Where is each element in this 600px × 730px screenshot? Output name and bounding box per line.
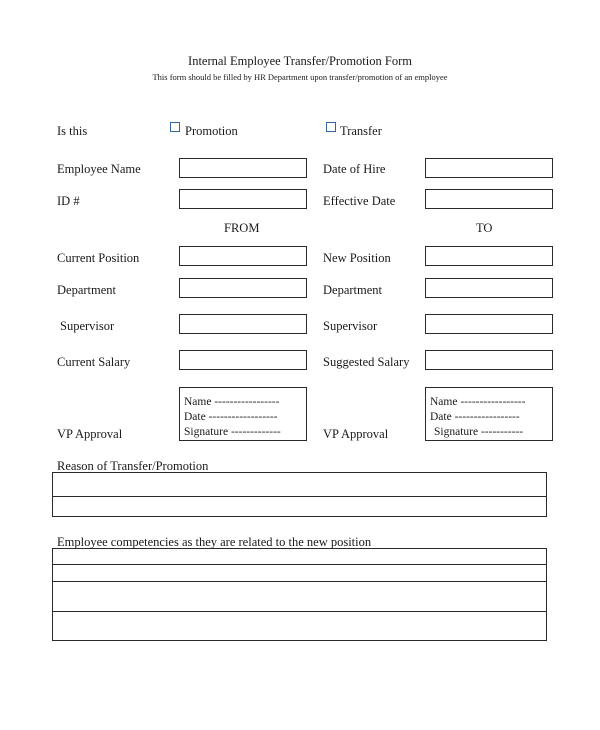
form-title: Internal Employee Transfer/Promotion Form bbox=[188, 54, 412, 68]
new-position-field[interactable] bbox=[425, 246, 553, 266]
from-header: FROM bbox=[224, 221, 260, 235]
competencies-row[interactable] bbox=[53, 565, 546, 582]
reason-row[interactable] bbox=[53, 497, 546, 516]
reason-label: Reason of Transfer/Promotion bbox=[57, 459, 209, 473]
suggested-salary-field[interactable] bbox=[425, 350, 553, 370]
effective-date-field[interactable] bbox=[425, 189, 553, 209]
id-label: ID # bbox=[57, 194, 80, 208]
approval-name-line: Name ----------------- bbox=[430, 396, 526, 408]
approval-signature-line: Signature ----------- bbox=[434, 426, 524, 438]
approval-date-line: Date ------------------ bbox=[184, 411, 278, 423]
from-department-label: Department bbox=[57, 283, 117, 297]
date-of-hire-label: Date of Hire bbox=[323, 162, 386, 176]
id-field[interactable] bbox=[179, 189, 307, 209]
promotion-checkbox[interactable] bbox=[170, 122, 180, 132]
competencies-row[interactable] bbox=[53, 582, 546, 612]
from-vp-approval-box[interactable] bbox=[179, 387, 307, 441]
from-department-field[interactable] bbox=[179, 278, 307, 298]
effective-date-label: Effective Date bbox=[323, 194, 396, 208]
suggested-salary-label: Suggested Salary bbox=[323, 355, 410, 369]
competencies-row[interactable] bbox=[53, 549, 546, 565]
new-position-label: New Position bbox=[323, 251, 391, 265]
competencies-row[interactable] bbox=[53, 612, 546, 640]
transfer-checkbox[interactable] bbox=[326, 122, 336, 132]
to-vp-approval-label: VP Approval bbox=[323, 427, 389, 441]
approval-name-line: Name ----------------- bbox=[184, 396, 280, 408]
current-salary-field[interactable] bbox=[179, 350, 307, 370]
approval-date-line: Date ----------------- bbox=[430, 411, 520, 423]
to-department-field[interactable] bbox=[425, 278, 553, 298]
employee-name-label: Employee Name bbox=[57, 162, 141, 176]
to-supervisor-field[interactable] bbox=[425, 314, 553, 334]
form-subtitle: This form should be filled by HR Department upon transfer/promotion of an employee bbox=[152, 72, 448, 82]
to-supervisor-label: Supervisor bbox=[323, 319, 378, 333]
to-department-label: Department bbox=[323, 283, 383, 297]
to-vp-approval-box[interactable] bbox=[425, 387, 553, 441]
reason-textarea[interactable] bbox=[52, 472, 547, 517]
is-this-label: Is this bbox=[57, 124, 88, 138]
current-position-field[interactable] bbox=[179, 246, 307, 266]
from-supervisor-label: Supervisor bbox=[60, 319, 115, 333]
current-salary-label: Current Salary bbox=[57, 355, 131, 369]
to-header: TO bbox=[476, 221, 493, 235]
date-of-hire-field[interactable] bbox=[425, 158, 553, 178]
transfer-option-label: Transfer bbox=[340, 124, 382, 138]
employee-name-field[interactable] bbox=[179, 158, 307, 178]
from-vp-approval-label: VP Approval bbox=[57, 427, 123, 441]
competencies-label: Employee competencies as they are related to the new position bbox=[57, 535, 372, 549]
competencies-textarea[interactable] bbox=[52, 548, 547, 641]
reason-row[interactable] bbox=[53, 473, 546, 497]
approval-signature-line: Signature ------------- bbox=[184, 426, 281, 438]
from-supervisor-field[interactable] bbox=[179, 314, 307, 334]
current-position-label: Current Position bbox=[57, 251, 140, 265]
promotion-option-label: Promotion bbox=[185, 124, 238, 138]
